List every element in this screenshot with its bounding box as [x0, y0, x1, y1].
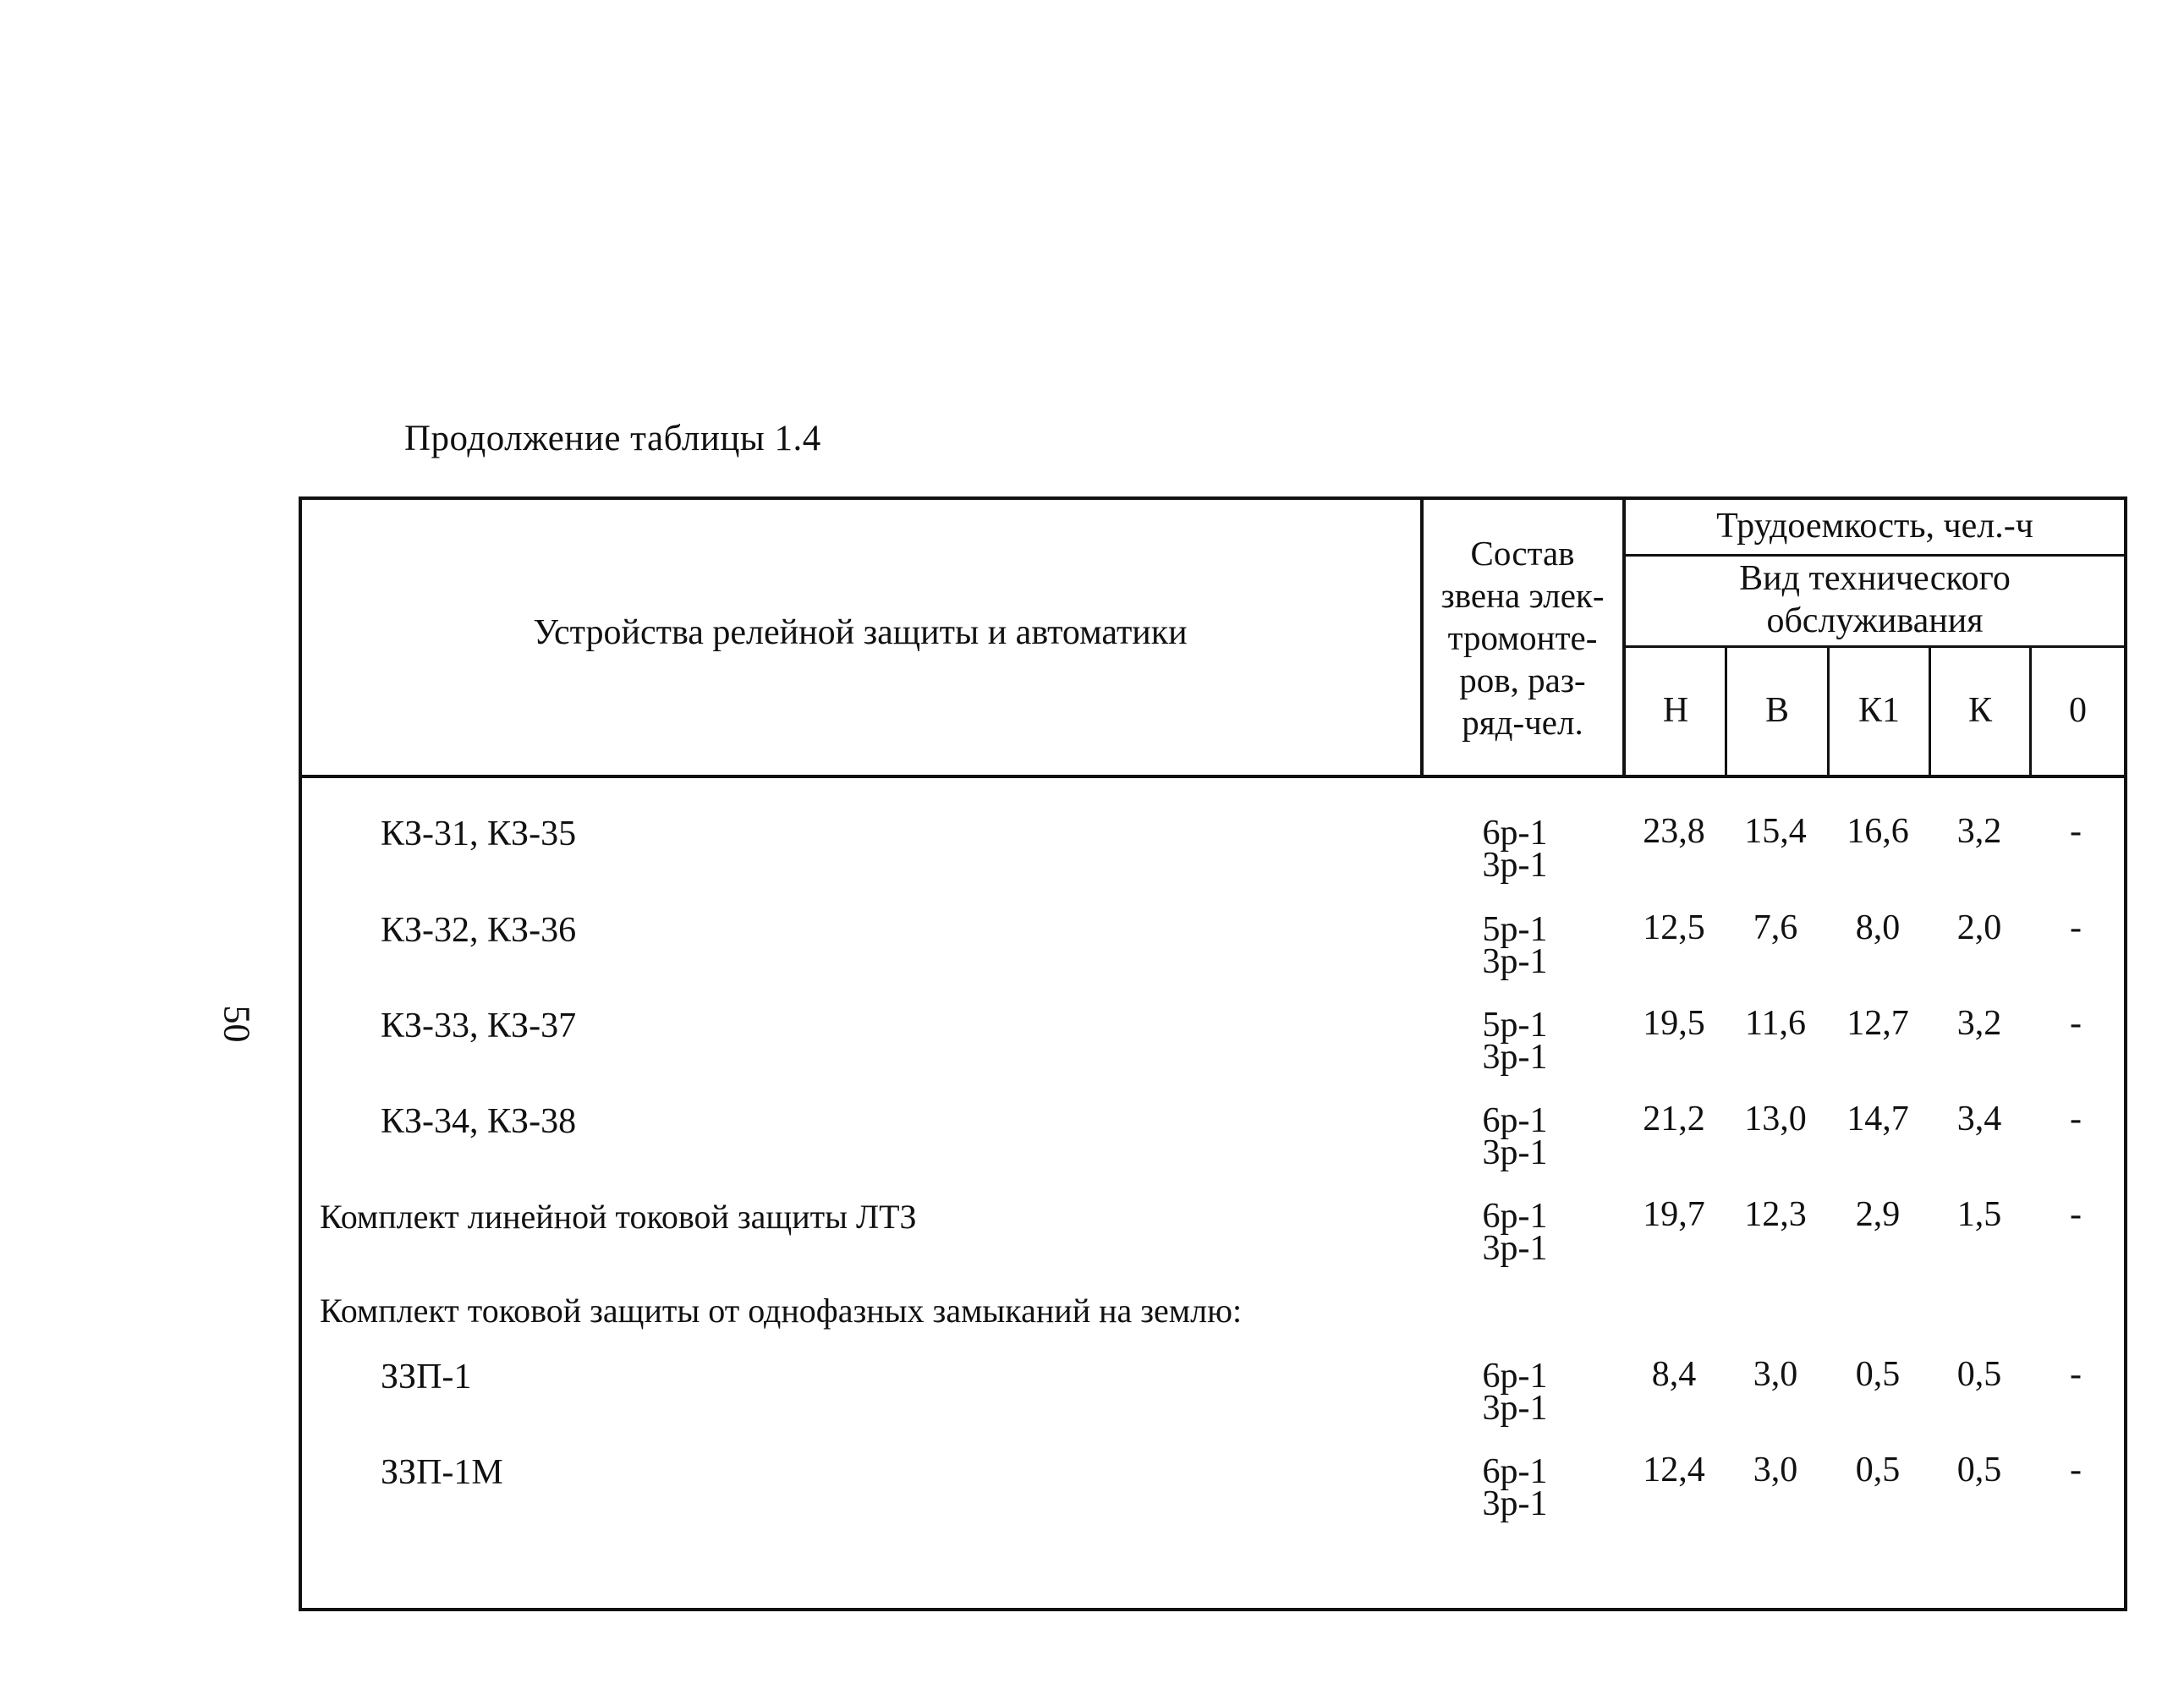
- table-frame: [299, 496, 2127, 1611]
- row-device-name: КЗ-32, КЗ-36: [381, 911, 577, 950]
- labor-header: Трудоемкость, чел.-ч: [1716, 507, 2033, 546]
- group-heading: Комплект токовой защиты от однофазных замыканий на землю:: [320, 1292, 1243, 1330]
- crew-line: 3р-1: [1482, 846, 1548, 885]
- value-n: 21,2: [1643, 1100, 1705, 1138]
- value-v: 3,0: [1753, 1355, 1798, 1394]
- crew-line: 3р-1: [1482, 1133, 1548, 1172]
- row-device-name: Комплект линейной токовой защиты ЛТЗ: [320, 1198, 917, 1236]
- value-v: 11,6: [1745, 1004, 1806, 1043]
- value-k1: 16,6: [1847, 812, 1909, 851]
- value-v: 12,3: [1744, 1195, 1807, 1234]
- crew-line: 3р-1: [1482, 1389, 1548, 1428]
- row-crew: [1464, 814, 1566, 885]
- row-crew: [1464, 1357, 1566, 1428]
- value-0: -: [2070, 1451, 2082, 1489]
- crew-line: 6р-1: [1482, 1357, 1548, 1396]
- value-v: 7,6: [1753, 908, 1798, 947]
- value-k1: 0,5: [1855, 1451, 1901, 1489]
- service-type-line: обслуживания: [1766, 601, 1984, 640]
- col-header-v: В: [1764, 691, 1789, 730]
- row-device-name: КЗ-33, КЗ-37: [381, 1007, 577, 1045]
- crew-line: 6р-1: [1482, 1197, 1548, 1236]
- value-0: -: [2070, 1195, 2082, 1234]
- value-k1: 0,5: [1855, 1355, 1901, 1394]
- service-type-header: [1626, 557, 2124, 642]
- value-0: -: [2070, 812, 2082, 851]
- device-column-header: Устройства релейной защиты и автоматики: [533, 613, 1188, 652]
- value-k1: 2,9: [1855, 1195, 1901, 1234]
- value-v: 13,0: [1744, 1100, 1807, 1138]
- crew-header-line: ров, раз-: [1459, 661, 1586, 699]
- header-divider: [302, 775, 2124, 778]
- row-crew: [1464, 910, 1566, 981]
- crew-line: 3р-1: [1482, 942, 1548, 981]
- crew-header-line: звена элек-: [1440, 576, 1605, 615]
- crew-header-line: Состав: [1470, 534, 1575, 573]
- crew-line: 6р-1: [1482, 1452, 1548, 1491]
- value-n: 23,8: [1643, 812, 1705, 851]
- value-0: -: [2070, 908, 2082, 947]
- value-n: 19,7: [1643, 1195, 1705, 1234]
- row-crew: [1464, 1101, 1566, 1172]
- row-crew: [1464, 1452, 1566, 1523]
- table-caption: Продолжение таблицы 1.4: [404, 419, 821, 458]
- crew-line: 3р-1: [1482, 1484, 1548, 1523]
- crew-line: 5р-1: [1482, 1006, 1548, 1045]
- value-k: 3,2: [1956, 1004, 2002, 1043]
- value-0: -: [2070, 1355, 2082, 1394]
- service-divider: [1624, 645, 2124, 648]
- value-k: 0,5: [1956, 1451, 2002, 1489]
- col-header-n: Н: [1662, 691, 1689, 730]
- row-device-name: ЗЗП-1М: [381, 1453, 503, 1492]
- value-k: 2,0: [1956, 908, 2002, 947]
- crew-header-line: ряд-чел.: [1462, 703, 1583, 742]
- crew-line: 3р-1: [1482, 1229, 1548, 1268]
- crew-line: 6р-1: [1482, 814, 1548, 853]
- crew-line: 5р-1: [1482, 910, 1548, 949]
- crew-header-line: тромонте-: [1447, 618, 1598, 657]
- value-k1: 14,7: [1847, 1100, 1909, 1138]
- row-device-name: КЗ-31, КЗ-35: [381, 815, 577, 853]
- value-v: 15,4: [1744, 812, 1807, 851]
- page-number: 50: [216, 1005, 258, 1043]
- value-k1: 12,7: [1847, 1004, 1909, 1043]
- crew-line: 6р-1: [1482, 1101, 1548, 1140]
- crew-column-header: [1422, 532, 1623, 743]
- value-n: 12,4: [1643, 1451, 1705, 1489]
- row-crew: [1464, 1006, 1566, 1077]
- value-n: 19,5: [1643, 1004, 1705, 1043]
- col-header-k: К: [1967, 691, 1992, 730]
- value-0: -: [2070, 1100, 2082, 1138]
- service-type-line: Вид технического: [1739, 559, 2011, 598]
- value-k: 1,5: [1956, 1195, 2002, 1234]
- value-k1: 8,0: [1855, 908, 1901, 947]
- row-crew: [1464, 1197, 1566, 1268]
- col-header-k1: К1: [1857, 691, 1900, 730]
- row-device-name: ЗЗП-1: [381, 1358, 472, 1396]
- col-header-0: 0: [2069, 691, 2087, 730]
- labor-divider: [1624, 554, 2124, 557]
- value-n: 12,5: [1643, 908, 1705, 947]
- value-k: 3,2: [1956, 812, 2002, 851]
- crew-line: 3р-1: [1482, 1038, 1548, 1077]
- value-v: 3,0: [1753, 1451, 1798, 1489]
- value-k: 3,4: [1956, 1100, 2002, 1138]
- value-0: -: [2070, 1004, 2082, 1043]
- value-k: 0,5: [1956, 1355, 2002, 1394]
- row-device-name: КЗ-34, КЗ-38: [381, 1102, 577, 1141]
- value-n: 8,4: [1651, 1355, 1697, 1394]
